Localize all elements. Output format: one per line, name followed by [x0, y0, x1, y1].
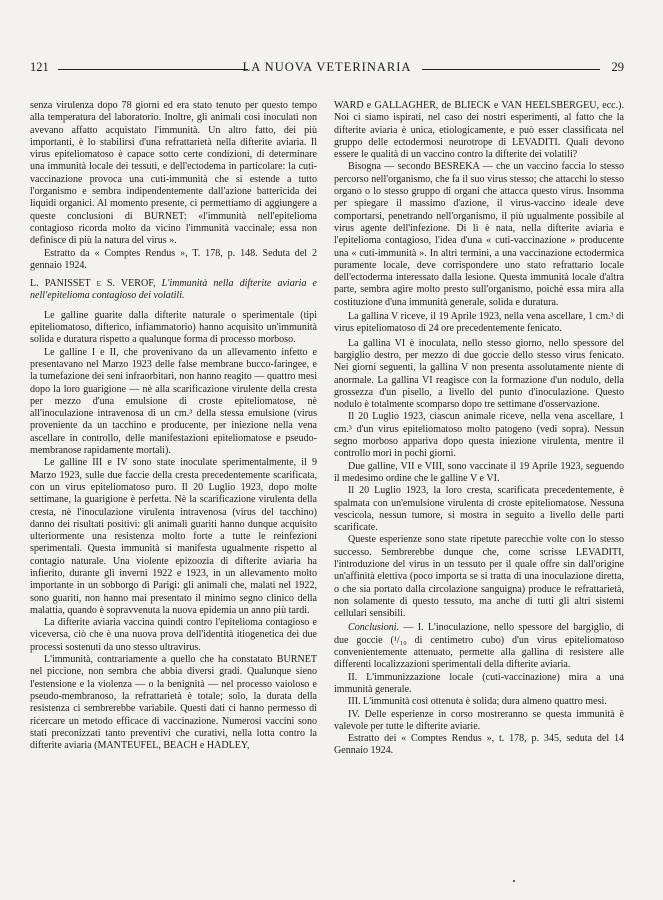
paragraph: II. L'immunizzazione locale (cuti-vaccinazione) mira a una immunità generale.: [334, 671, 624, 695]
conclusions-paragraph: [334, 622, 624, 671]
paragraph: Queste esperienze sono state ripetute parecchie volte con lo stesso successo. Sembrerebbe dunque che, come scrisse LEVADITI, l'introduzione del virus in un tessuto per il quale offre sin dall'origine un'affinità elettiva (poco importa se si tratta di una inoculazione diretta, o che sia portato dalla circolazione sanguigna) produce le refrattarietà, non solamente di questo tessuto, ma anche di tutti gli altri sistemi cellulari sensibili.: [334, 534, 624, 620]
left-column: [30, 100, 317, 752]
paragraph: La gallina V riceve, il 19 Aprile 1923, nella vena ascellare, 1 cm.³ di virus epiteliomatoso di 24 ore precedentemente fenicato.: [334, 311, 624, 335]
paragraph: La gallina VI è inoculata, nello stesso giorno, nello spessore del bargiglio destro, per mezzo di due goccie dello stesso virus fenicato. Nei giorni seguenti, la gallina V non presenta assolutamente niente di anormale. La gallina VI reagisce con la formazione d'un nodulo, della grossezza d'un pisello, a livello del punto d'inoculazione. Questo nodulo è totalmente scomparso dopo tre settimane d'osservazione.: [334, 337, 624, 411]
article-authors: L. PANISSET e S. VEROF,: [30, 278, 156, 290]
page-number-right: 29: [611, 60, 624, 74]
conclusions-text: — I. L'inoculazione, nello spessore del bargiglio, di due goccie (¹/₁₀ di centimetro cubo) d'un virus epiteliomatoso convenientemente attenuato, permette alla gallina di resistere alle differenti localizzazioni sperimentali della difterite aviaria.: [334, 622, 624, 671]
header-rule-right: [422, 69, 600, 70]
article-title: [30, 278, 317, 303]
ink-speck: [513, 880, 515, 882]
paragraph: Due galline, VII e VIII, sono vaccinate il 19 Aprile 1923, seguendo il medesimo ordine che le galline V e VI.: [334, 460, 624, 484]
source-citation: Estratto dei « Comptes Rendus », t. 178, p. 345, seduta del 14 Gennaio 1924.: [334, 733, 624, 757]
conclusions-label: Conclusioni.: [348, 622, 400, 634]
paragraph: L'immunità, contrariamente a quello che ha constatato BURNET nel piccione, non sembra che abbia diversi gradi. Qualunque sieno l'estensione e la violenza — o la benignità — nel processo vaioloso e pseudo-membranoso, la refrattarietà è totale; solo, la durata della resistenza ci sembrerebbe variabile. Questi dati ci hanno permesso di ricercare un metodo efficace di vaccinazione. Numerosi vaccini sono stati preconizzati tanto preventivi che curativi, nella lotta contro la difterite aviaria (MANTEUFEL, BEACH e HADLEY,: [30, 654, 317, 752]
paragraph: Bisogna — secondo BESREKA — che un vaccino faccia lo stesso percorso nell'organismo, che fa il suo virus stesso; che attacchi lo stesso organo o lo stesso gruppo di organi che attacca questo virus. Insomma per spiegare il massimo d'azione, il virus-vaccino ideale deve comportarsi, penetrando nell'organismo, il più ugualmente possibile al virus agente dell'infezione. Di lì è nata, nella difterite aviaria e l'epitelioma contagioso, l'idea d'una « cuti-vaccinazione » producente una « cuti-immunità ». In altri termini, a una vaccinazione ectodermica puramente locale, deve corrispondere uno stato refrattario locale dell'ectoderma interessato dalla lesione. Questa immunità locale d'altra parte, sembra agire molto presto sull'organismo, poichè essa mira alla costituzione d'una immunità generale, solida e duratura.: [334, 161, 624, 308]
paragraph: La difterite aviaria vaccina quindi contro l'epitelioma contagioso e viceversa, ciò che è una nuova prova dell'identità itiogenetica dei due processi sostenuti da uno stesso ultravirus.: [30, 617, 317, 653]
paragraph: IV. Delle esperienze in corso mostreranno se questa immunità è valevole per tutte le difterite aviarie.: [334, 708, 624, 732]
source-citation: Estratto da « Comptes Rendus », T. 178, p. 148. Seduta del 2 gennaio 1924.: [30, 247, 317, 271]
paragraph: Le galline III e IV sono state inoculate sperimentalmente, il 9 Marzo 1923, sulle due faccie della cresta precedentemente scarificata, con un virus epiteliomatoso puro. Il 20 Luglio 1923, dopo molte settimane, la guarigione è perfetta. Nè la scarificazione virulenta della cresta, nè l'inoculazione virulenta intravenosa (virus del tacchino) danno dei risultati positivi: gli animali guariti hanno dunque acquisito ulteriormente una resistenza molto forte a tutte le reinfezioni sperimentali. Questa immunità si manifesta ugualmente rispetto al contagio naturale. Una violente epizoozia di difterite aviaria ha infierito, durante gli inverni 1922 e 1923, in un allevamento molto importante in un sobborgo di Parigi: gli animali che, malati nel 1922, sono guariti, non hanno mai presentato il minimo segno clinico della malattia, quando è sopravvenuta la nuova epidemia un anno più tardi.: [30, 457, 317, 616]
paragraph: WARD e GALLAGHER, de BLIECK e VAN HEELSBERGEU, ecc.). Noi ci siamo ispirati, nel caso dei nostri esperimenti, al fatto che la difterite aviaria è unica, etiologicamente, e può esser classificata nel gruppo delle ectodermosi neurotrope di LEVADITI. Quali devono essere le qualità di un vaccino contro la difterite dei volatili?: [334, 100, 624, 161]
paragraph: III. L'immunità così ottenuta è solida; dura almeno quattro mesi.: [348, 696, 607, 708]
page-number-left: 121: [30, 60, 49, 74]
paragraph: Il 20 Luglio 1923, la loro cresta, scarificata precedentemente, è spalmata con un'emulsione virulenta di croste epiteliomatose. Nessuna vescicola, nessun tumore, si mostra in seguito a livello delle parti scarificate.: [334, 485, 624, 534]
journal-title: LA NUOVA VETERINARIA: [242, 60, 412, 74]
article-title-text: L'immunità nella difterite aviaria e nell'epitelioma contagioso dei volatili.: [30, 278, 317, 302]
right-column: [334, 100, 624, 758]
paragraph: senza virulenza dopo 78 giorni ed era stato tenuto per questo tempo alla temperatura del laboratorio. Inoltre, gli animali così inoculati non avevano affatto acquistato l'immunità. Un altro fatto, dei più importanti, è lo stabilirsi d'una refrattarietà nella difterite aviaria. Il virus epiteliomatoso è capace sotto certe condizioni, di determinare una immunità locale dei tessuti, e dell'ectodema in particolare: la cuti-vaccinazione provoca una cuti-immunità che si estende a tutto l'organismo e sembra indipendentemente dall'azione battericida dei liquidi organici. Al momento presente, ci permettiamo di aggiungere a queste conclusioni di BURNET: «l'immunità nell'epitelioma contagioso ricorda molto da vicino l'immunità vaccinale; essa non definisce di più la natura del virus ».: [30, 100, 317, 247]
paragraph: Il 20 Luglio 1923, ciascun animale riceve, nella vena ascellare, 1 cm.³ d'un virus epiteliomatoso molto patogeno (vedi sopra). Nessun segno morboso appariva dopo questa iniezione virulenta, mentre il controllo morì in pochi giorni.: [334, 411, 624, 460]
paragraph: Le galline guarite dalla difterite naturale o sperimentale (tipi epiteliomatoso, difterico, infiammatorio) hanno acquisito un'immunità solida e duratura rispetto a qualunque forma di processo morboso.: [30, 309, 317, 346]
paragraph: Le galline I e II, che provenivano da un allevamento infetto e presentavano nel Marzo 1923 delle false membrane bucco-faringee, e la tumefazione dei seni infraorbitari, non hanno reagito — quattro mesi dopo la loro guarigione — nè alla scarificazione virulente della cresta per mezzo d'una emulsione di croste epiteliomatose, nè all'inoculazione intravenosa di un cm.³ della stessa emulsione (virus proveniente da un tacchino e producente, per iniezione nella vena ascellare in controllo, delle manifestazioni epiteliomatose e pseudo-membranose rapidamente mortali).: [30, 346, 317, 457]
page-header: [30, 60, 624, 80]
